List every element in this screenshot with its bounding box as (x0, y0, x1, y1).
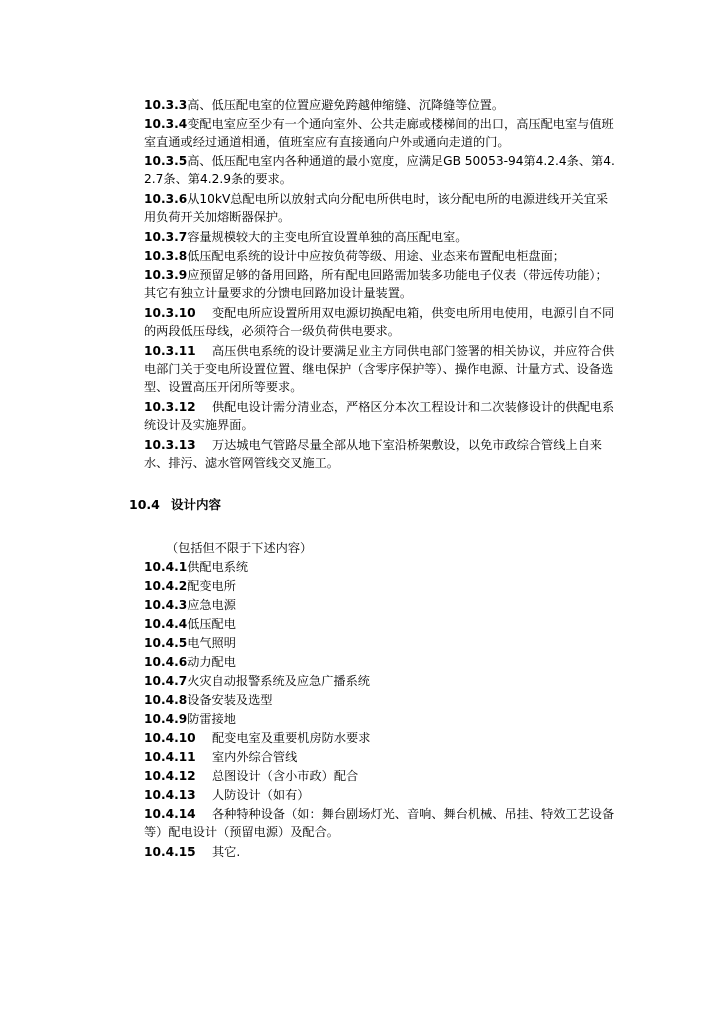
clause-text: 变配电所应设置所用双电源切换配电箱，供变电所用电使用，电源引自不同的两段低压母线，必须符合一级负荷供电要求。 (144, 306, 615, 339)
clause-text: 应预留足够的备用回路，所有配电回路需加装多功能电子仪表（带远传功能）；其它有独立计量要求的分馈电回路加设计量装置。 (144, 268, 608, 301)
clause-text: 高、低压配电室内各种通道的最小宽度，应满足GB 50053-94第4.2.4条、第4.2.7条、第4.2.9条的要求。 (144, 154, 615, 187)
clause-number: 10.4.13 (144, 788, 196, 802)
clause-text: 供配电设计需分清业态，严格区分本次工程设计和二次装修设计的供配电系统设计及实施界面。 (144, 400, 615, 433)
clause-text: 各种特种设备（如：舞台剧场灯光、音响、舞台机械、吊挂、特效工艺设备等）配电设计（预留电源）及配合。 (144, 807, 615, 840)
clause-number: 10.4.8 (144, 693, 188, 707)
clause-10-3-3 (144, 96, 616, 114)
clause-number: 10.3.6 (144, 192, 188, 206)
section-heading-10-4 (129, 496, 221, 514)
clause-10-4-15 (144, 843, 616, 861)
clause-10-4-3 (144, 596, 616, 614)
section-number: 10.4 (129, 497, 160, 512)
clause-number: 10.4.4 (144, 617, 188, 631)
clause-text: 火灾自动报警系统及应急广播系统 (187, 674, 370, 688)
clause-text: 室内外综合管线 (212, 750, 298, 764)
clause-number: 10.3.9 (144, 268, 188, 282)
clause-10-3-12 (144, 398, 616, 434)
clause-number: 10.4.12 (144, 769, 196, 783)
section-intro: （包括但不限于下述内容） (166, 541, 313, 555)
clause-10-3-10 (144, 304, 616, 340)
clause-10-4-13 (144, 786, 616, 804)
clause-10-4-7 (144, 672, 616, 690)
clause-number: 10.4.1 (144, 560, 188, 574)
clause-10-4-6 (144, 653, 616, 671)
clause-10-3-5 (144, 152, 616, 188)
clause-text: 应急电源 (187, 598, 236, 612)
clause-10-3-7 (144, 228, 616, 246)
clause-number: 10.3.3 (144, 98, 188, 112)
clause-10-3-11 (144, 342, 616, 397)
clause-text: 配变电所 (187, 579, 236, 593)
clause-text: 其它. (212, 845, 241, 859)
clause-10-4-8 (144, 691, 616, 709)
clause-10-4-12 (144, 767, 616, 785)
clause-number: 10.4.10 (144, 731, 196, 745)
clause-number: 10.4.7 (144, 674, 188, 688)
clause-text: 低压配电 (187, 617, 236, 631)
clause-10-4-5 (144, 634, 616, 652)
clause-text: 变配电室应至少有一个通向室外、公共走廊或楼梯间的出口，高压配电室与值班室直通或经过通道相通，值班室应有直接通向户外或通向走道的门。 (144, 117, 614, 150)
clause-number: 10.3.5 (144, 154, 188, 168)
clause-number: 10.4.9 (144, 712, 188, 726)
clause-number: 10.3.8 (144, 249, 188, 263)
clause-text: 设备安装及选型 (187, 693, 273, 707)
clause-10-4-4 (144, 615, 616, 633)
clause-number: 10.3.7 (144, 230, 188, 244)
clause-10-3-6 (144, 190, 616, 226)
clause-text: 万达城电气管路尽量全部从地下室沿桥架敷设，以免市政综合管线上自来水、排污、滤水管网管线交叉施工。 (144, 438, 602, 471)
clause-number: 10.4.15 (144, 845, 196, 859)
clause-10-4-11 (144, 748, 616, 766)
clause-number: 10.3.11 (144, 344, 196, 358)
clause-10-4-9 (144, 710, 616, 728)
clause-text: 防雷接地 (187, 712, 236, 726)
clause-text: 从10kV总配电所以放射式向分配电所供电时，该分配电所的电源进线开关宜采用负荷开关加熔断器保护。 (144, 192, 609, 225)
clause-text: 人防设计（如有） (212, 788, 310, 802)
clause-10-4-1 (144, 558, 616, 576)
clause-number: 10.4.11 (144, 750, 196, 764)
clause-10-3-9 (144, 266, 616, 302)
clause-text: 低压配电系统的设计中应按负荷等级、用途、业态来布置配电柜盘面； (187, 249, 565, 263)
clause-10-4-10 (144, 729, 616, 747)
clause-10-4-14 (144, 805, 616, 841)
clause-text: 高压供电系统的设计要满足业主方同供电部门签署的相关协议，并应符合供电部门关于变电所设置位置、继电保护（含零序保护等）、操作电源、计量方式、设备选型、设置高压开闭所等要求。 (144, 344, 615, 395)
clause-text: 总图设计（含小市政）配合 (212, 769, 359, 783)
clause-number: 10.4.6 (144, 655, 188, 669)
clause-10-3-8 (144, 247, 616, 265)
clause-text: 电气照明 (187, 636, 236, 650)
clause-text: 容量规模较大的主变电所宜设置单独的高压配电室。 (187, 230, 468, 244)
clause-number: 10.4.3 (144, 598, 188, 612)
clause-number: 10.3.13 (144, 438, 196, 452)
clause-10-3-4 (144, 115, 616, 151)
clause-10-3-13 (144, 436, 616, 472)
section-title: 设计内容 (171, 497, 222, 512)
clause-10-4-2 (144, 577, 616, 595)
clause-text: 动力配电 (187, 655, 236, 669)
clause-number: 10.3.4 (144, 117, 188, 131)
clause-number: 10.3.10 (144, 306, 196, 320)
clause-number: 10.4.2 (144, 579, 188, 593)
clause-text: 供配电系统 (187, 560, 249, 574)
clause-number: 10.3.12 (144, 400, 196, 414)
clause-number: 10.4.5 (144, 636, 188, 650)
clause-text: 配变电室及重要机房防水要求 (212, 731, 371, 745)
clause-number: 10.4.14 (144, 807, 196, 821)
clause-text: 高、低压配电室的位置应避免跨越伸缩缝、沉降缝等位置。 (187, 98, 505, 112)
